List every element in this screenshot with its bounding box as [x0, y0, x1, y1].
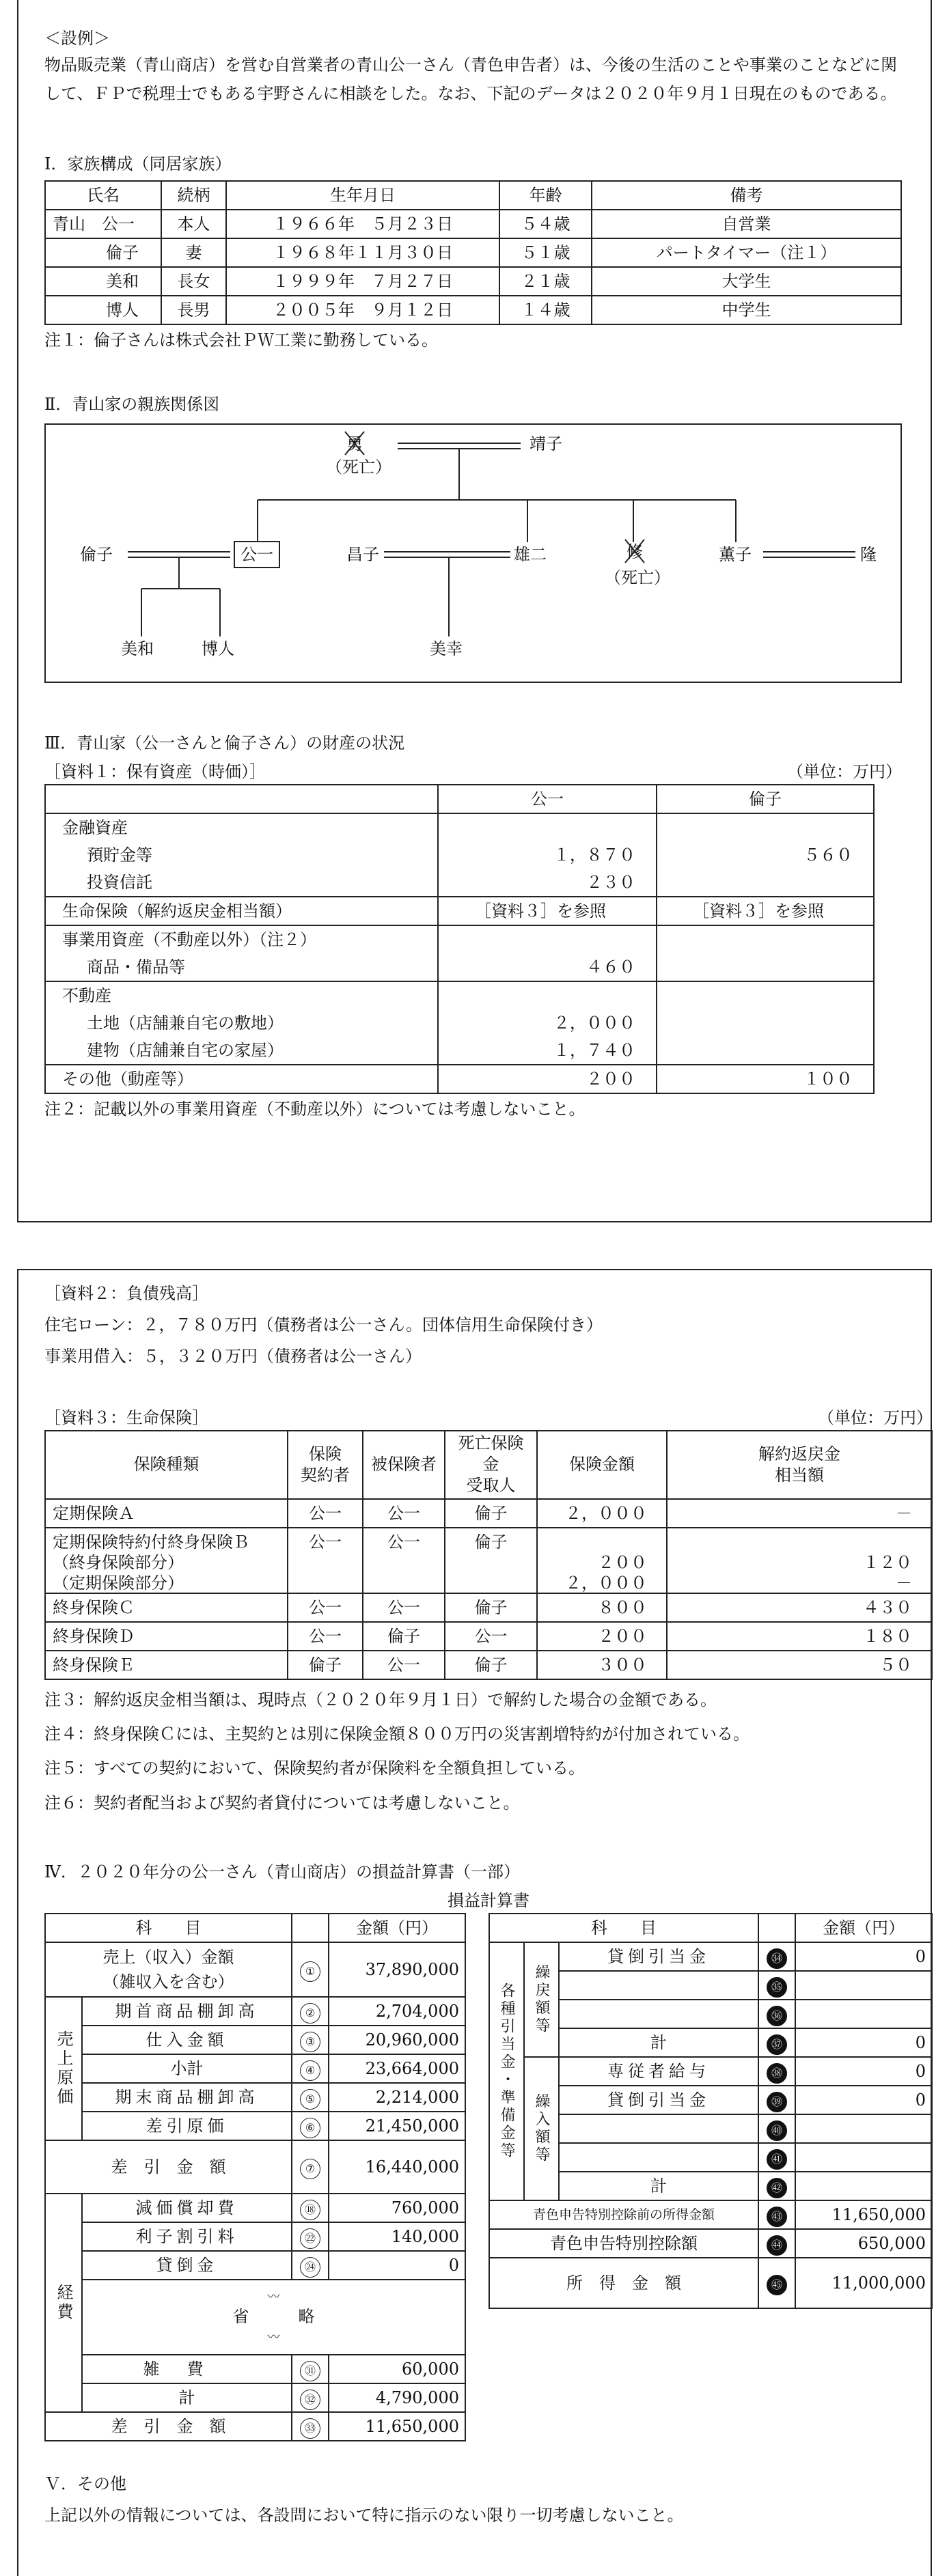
sales-label-2: （雑収入を含む）	[102, 1972, 234, 1992]
table-row	[45, 2054, 465, 2083]
cogs-amt: 21,450,000	[329, 2112, 465, 2140]
cogs-amt: 2,704,000	[329, 1997, 465, 2026]
mother-name: 靖子	[529, 434, 562, 453]
table-row	[45, 1037, 874, 1065]
asset-label: 預貯金等	[45, 841, 438, 869]
insurance-cell	[537, 1622, 667, 1651]
reserve-amt	[795, 2172, 932, 2200]
table-row	[45, 267, 901, 296]
insurance-col: 保険金額	[537, 1431, 667, 1499]
reserve-no: ㊱	[767, 2006, 787, 2026]
table-row	[45, 2222, 465, 2251]
table-row	[45, 841, 874, 869]
family-cell: 中学生	[592, 296, 901, 324]
family-heading: Ⅰ．家族構成（同居家族）	[44, 154, 232, 173]
family-note: 注１：倫子さんは株式会社ＰＷ工業に勤務している。	[44, 331, 438, 350]
reserve-label	[559, 2000, 758, 2028]
sibling-wife-name: 昌子	[346, 545, 379, 564]
insurance-line: （終身保険部分）	[53, 1552, 184, 1572]
reserve-label: 計	[559, 2172, 758, 2200]
pl-heading: Ⅳ．２０２０年分の公一さん（青山商店）の損益計算書（一部）	[44, 1862, 520, 1882]
asset-noriko	[657, 813, 874, 841]
nephew-name: 美幸	[430, 639, 463, 658]
family-cell: 自営業	[592, 210, 901, 238]
pl-left-col-amount: 金額（円）	[329, 1914, 465, 1942]
family-col-birthdate: 生年月日	[226, 181, 499, 210]
reserve-label	[559, 2114, 758, 2143]
intro-text: 物品販売業（青山商店）を営む自営業者の青山公一さん（青色申告者）は、今後の生活のことや事業のことなどに関して、ＦＰで税理士でもある宇野さんに相談をした。なお、下記のデータは２０２０年９月１日現在のものである。	[44, 55, 897, 103]
cogs-amt: 2,214,000	[329, 2083, 465, 2112]
asset-koichi: １，７４０	[438, 1037, 657, 1065]
insurance-cell	[45, 1528, 288, 1593]
insurance-cell	[667, 1622, 932, 1651]
asset-noriko	[657, 1009, 874, 1037]
cogs-amt: 23,664,000	[329, 2054, 465, 2083]
asset-noriko	[657, 869, 874, 897]
asset-label: 金融資産	[45, 813, 438, 841]
family-cell: 美和	[45, 267, 161, 296]
asset-noriko: ［資料３］を参照	[657, 897, 874, 925]
insurance-unit: （単位：万円）	[818, 1408, 933, 1427]
asset-label: 土地（店舗兼自宅の敷地）	[45, 1009, 438, 1037]
asset-koichi	[438, 925, 657, 953]
table-row	[45, 1622, 932, 1651]
sheet-2	[17, 1269, 932, 2576]
asset-koichi: ［資料３］を参照	[438, 897, 657, 925]
relations-lines	[46, 425, 903, 684]
insurance-note: 注４：終身保険Ｃには、主契約とは別に保険金額８００万円の災害割増特約が付加されている。	[44, 1724, 749, 1744]
insurance-cell: 倫子	[445, 1499, 537, 1528]
insurance-line: １２０	[863, 1552, 912, 1572]
assets-note: 注２：記載以外の事業用資産（不動産以外）については考慮しないこと。	[44, 1100, 586, 1119]
reserve-amt	[795, 1971, 932, 2000]
insurance-line: ５０	[879, 1655, 912, 1675]
insurance-line: ２００	[598, 1552, 647, 1572]
table-row	[45, 2083, 465, 2112]
reserve-amt: 0	[795, 2028, 932, 2057]
family-cell: 大学生	[592, 267, 901, 296]
cogs-label: 仕入金額	[82, 2026, 292, 2054]
table-row	[45, 2280, 465, 2355]
sister-name: 薫子	[719, 545, 752, 564]
relations-heading: Ⅱ．青山家の親族関係図	[44, 395, 220, 414]
insurance-line: ２，０００	[565, 1573, 647, 1593]
assets-unit: （単位：万円）	[787, 762, 902, 781]
family-cell: １９９９年 ７月２７日	[226, 267, 499, 296]
family-cell: １９６６年 ５月２３日	[226, 210, 499, 238]
reserve-amt	[795, 2114, 932, 2143]
family-cell: １４歳	[499, 296, 592, 324]
relations-diagram	[44, 423, 902, 683]
insurance-cell: 公一	[445, 1622, 537, 1651]
father-status: （死亡）	[326, 458, 391, 477]
other-text: 上記以外の情報については、各設問において特に指示のない限り一切考慮しないこと。	[44, 2506, 684, 2525]
table-row	[489, 2057, 932, 2086]
table-row	[45, 210, 901, 238]
intro-heading: ＜設例＞	[44, 29, 110, 48]
insurance-cell: 倫子	[288, 1651, 363, 1679]
asset-label: 建物（店舗兼自宅の家屋）	[45, 1037, 438, 1065]
pl-right-col-amount: 金額（円）	[795, 1914, 932, 1942]
insurance-cell	[667, 1651, 932, 1679]
exp-label: 利子割引料	[82, 2222, 292, 2251]
net-no: ㉝	[300, 2418, 320, 2439]
insurance-cell	[537, 1593, 667, 1622]
asset-koichi: ２３０	[438, 869, 657, 897]
father-name: 勇	[346, 434, 363, 453]
insurance-cell: 公一	[288, 1499, 363, 1528]
insurance-col: 被保険者	[363, 1431, 445, 1499]
other-heading: Ｖ．その他	[44, 2474, 126, 2494]
asset-koichi: ４６０	[438, 953, 657, 981]
family-cell: ２１歳	[499, 267, 592, 296]
table-row	[45, 1499, 932, 1528]
reserve-amt: 0	[795, 2057, 932, 2086]
exp-total-no: ㉜	[300, 2390, 320, 2410]
exp-amt: 140,000	[329, 2222, 465, 2251]
cogs-group-label: 売上原価	[45, 1997, 82, 2140]
reserve-label: 貸倒引当金	[559, 2086, 758, 2114]
asset-label: 商品・備品等	[45, 953, 438, 981]
asset-label: 事業用資産（不動産以外）（注２）	[45, 925, 438, 953]
asset-label: 不動産	[45, 981, 438, 1009]
insurance-cell: 公一	[363, 1651, 445, 1679]
omit-wave-icon: 〰	[267, 2290, 280, 2305]
pl-right-table	[489, 1913, 933, 2309]
insurance-line	[545, 1530, 647, 1550]
reserve-label	[559, 1971, 758, 2000]
reserve-amt	[795, 2143, 932, 2172]
reserve-label: 計	[559, 2028, 758, 2057]
pl-left-col-item: 科 目	[45, 1914, 292, 1942]
sales-label-1: 売上（収入）金額	[102, 1948, 234, 1968]
table-row	[45, 925, 874, 953]
insurance-col: 解約返戻金 相当額	[667, 1431, 932, 1499]
insurance-cell: 公一	[288, 1622, 363, 1651]
insurance-cell: 倫子	[445, 1651, 537, 1679]
debts-subheading: ［資料２：負債残高］	[44, 1284, 208, 1303]
insurance-line: 定期保険特約付終身保険Ｂ	[53, 1532, 249, 1552]
misc-no: ㉛	[300, 2361, 320, 2381]
table-row	[45, 953, 874, 981]
insurance-line: －	[896, 1573, 912, 1593]
cogs-no: ⑤	[300, 2089, 320, 2110]
deduct-no: ㊹	[767, 2235, 787, 2256]
insurance-note: 注３：解約返戻金相当額は、現時点（２０２０年９月１日）で解約した場合の金額である。	[44, 1690, 717, 1709]
family-cell: ５１歳	[499, 238, 592, 267]
asset-koichi	[438, 813, 657, 841]
table-row	[45, 869, 874, 897]
insurance-cell	[667, 1593, 932, 1622]
insurance-cell	[45, 1651, 288, 1679]
insurance-subheading: ［資料３：生命保険］	[44, 1408, 208, 1427]
reserve-amt: 0	[795, 1942, 932, 1971]
insurance-cell	[45, 1622, 288, 1651]
exp-label: 減価償却費	[82, 2194, 292, 2222]
exp-total-amt: 4,790,000	[329, 2383, 465, 2412]
asset-koichi: ２００	[438, 1065, 657, 1093]
gross-label: 差 引 金 額	[45, 2140, 292, 2194]
table-row	[489, 1942, 932, 1971]
table-row	[45, 2112, 465, 2140]
before-label: 青色申告特別控除前の所得金額	[489, 2200, 758, 2229]
debts-line2: 事業用借入：５，３２０万円（債務者は公一さん）	[44, 1347, 422, 1366]
insurance-line: １８０	[863, 1626, 912, 1646]
asset-label: 生命保険（解約返戻金相当額）	[45, 897, 438, 925]
table-row	[45, 296, 901, 324]
family-cell: 長女	[161, 267, 226, 296]
cogs-no: ③	[300, 2032, 320, 2052]
family-cell: 倫子	[45, 238, 161, 267]
gross-no: ⑦	[300, 2159, 320, 2179]
exp-total-label: 計	[82, 2383, 292, 2412]
reserve-no: ㊴	[767, 2092, 787, 2112]
exp-no: ㉔	[300, 2257, 320, 2278]
insurance-line: ２００	[598, 1626, 647, 1646]
exp-amt: 760,000	[329, 2194, 465, 2222]
pl-title: 損益計算書	[448, 1891, 529, 1911]
table-row	[45, 2194, 465, 2222]
insurance-col: 保険種類	[45, 1431, 288, 1499]
cogs-label: 期首商品棚卸高	[82, 1997, 292, 2026]
family-cell: 長男	[161, 296, 226, 324]
brother2-status: （死亡）	[605, 568, 670, 587]
reserve-no: ㊶	[767, 2149, 787, 2170]
family-cell: 博人	[45, 296, 161, 324]
table-row	[45, 1528, 932, 1593]
before-no: ㊸	[767, 2207, 787, 2227]
insurance-notes	[44, 1683, 905, 1821]
misc-amt: 60,000	[329, 2355, 465, 2383]
insurance-cell: 公一	[288, 1593, 363, 1622]
asset-noriko	[657, 925, 874, 953]
reserve-no: ㉟	[767, 1977, 787, 1998]
asset-koichi	[438, 981, 657, 1009]
insurance-note: 注６：契約者配当および契約者貸付については考慮しないこと。	[44, 1793, 520, 1812]
insurance-line: ８００	[598, 1597, 647, 1617]
cogs-no: ⑥	[300, 2118, 320, 2138]
family-col-relation: 続柄	[161, 181, 226, 210]
assets-subheading: ［資料１：保有資産（時価）］	[44, 762, 266, 781]
brother2-name: 修	[627, 542, 643, 561]
table-row	[45, 238, 901, 267]
insurance-cell	[667, 1499, 932, 1528]
insurance-cell: 公一	[363, 1593, 445, 1622]
table-row	[45, 813, 874, 841]
income-no: ㊺	[767, 2275, 787, 2295]
insurance-col: 保険 契約者	[288, 1431, 363, 1499]
cogs-no: ②	[300, 2003, 320, 2024]
net-amt: 11,650,000	[329, 2412, 465, 2441]
sheet-1	[17, 0, 932, 1222]
insurance-cell	[45, 1593, 288, 1622]
misc-label: 雑費	[82, 2355, 292, 2383]
table-row	[45, 1009, 874, 1037]
family-col-age: 年齢	[499, 181, 592, 210]
deduct-amt: 650,000	[795, 2229, 932, 2258]
asset-koichi: １，８７０	[438, 841, 657, 869]
exp-amt: 0	[329, 2251, 465, 2280]
reserve-amt: 0	[795, 2086, 932, 2114]
family-col-remarks: 備考	[592, 181, 901, 210]
insurance-line: 終身保険Ｅ	[53, 1655, 135, 1675]
insurance-cell: 公一	[363, 1528, 445, 1593]
wife-name: 倫子	[80, 545, 113, 564]
sales-amt: 37,890,000	[329, 1942, 465, 1997]
asset-koichi: ２，０００	[438, 1009, 657, 1037]
table-row	[45, 1997, 465, 2026]
son-name: 博人	[202, 639, 234, 658]
assets-body	[45, 813, 874, 1093]
table-row	[45, 1651, 932, 1679]
family-table	[44, 180, 902, 325]
before-amt: 11,650,000	[795, 2200, 932, 2229]
family-cell: ２００５年 ９月１２日	[226, 296, 499, 324]
asset-noriko	[657, 1037, 874, 1065]
assets-heading: Ⅲ．青山家（公一さんと倫子さん）の財産の状況	[44, 733, 405, 753]
income-label: 所 得 金 額	[489, 2258, 758, 2308]
reserve-label	[559, 2143, 758, 2172]
insurance-cell: 倫子	[363, 1622, 445, 1651]
reserve-sub-label: 繰戻額等	[524, 1942, 559, 2057]
insurance-line: －	[896, 1503, 912, 1523]
reserve-no: ㊲	[767, 2034, 787, 2055]
exp-no: ⑱	[300, 2200, 320, 2220]
asset-noriko: １００	[657, 1065, 874, 1093]
insurance-table	[44, 1430, 933, 1680]
family-cell: 本人	[161, 210, 226, 238]
insurance-note: 注５：すべての契約において、保険契約者が保険料を全額負担している。	[44, 1759, 586, 1778]
income-amt: 11,000,000	[795, 2258, 932, 2308]
table-row	[45, 2251, 465, 2280]
reserve-no: ㊳	[767, 2063, 787, 2084]
insurance-cell: 倫子	[445, 1528, 537, 1593]
insurance-cell	[667, 1528, 932, 1593]
family-cell: 青山 公一	[45, 210, 161, 238]
insurance-cell: 倫子	[445, 1593, 537, 1622]
table-row	[45, 2383, 465, 2412]
omit-label: 省 略	[232, 2307, 315, 2327]
exp-group-label: 経費	[45, 2194, 82, 2412]
cogs-no: ④	[300, 2060, 320, 2081]
net-label: 差 引 金 額	[45, 2412, 292, 2441]
deduct-label: 青色申告特別控除額	[489, 2229, 758, 2258]
self-name: 公一	[234, 541, 280, 568]
assets-col-item	[45, 785, 438, 813]
insurance-cell	[45, 1499, 288, 1528]
insurance-col: 死亡保険金 受取人	[445, 1431, 537, 1499]
reserve-amt	[795, 2000, 932, 2028]
reserve-label: 貸倒引当金	[559, 1942, 758, 1971]
reserve-label: 専従者給与	[559, 2057, 758, 2086]
omit-wave-icon: 〰	[267, 2329, 280, 2344]
table-row	[45, 897, 874, 925]
insurance-cell	[537, 1651, 667, 1679]
reserve-no: ㊷	[767, 2178, 787, 2198]
cogs-label: 差引原価	[82, 2112, 292, 2140]
asset-label: 投資信託	[45, 869, 438, 897]
insurance-line: 終身保険Ｄ	[53, 1626, 135, 1646]
table-row	[45, 981, 874, 1009]
family-cell: ５４歳	[499, 210, 592, 238]
cogs-amt: 20,960,000	[329, 2026, 465, 2054]
exp-no: ㉒	[300, 2228, 320, 2249]
sister-husband-name: 隆	[860, 545, 877, 564]
asset-noriko	[657, 953, 874, 981]
table-row	[45, 2026, 465, 2054]
asset-noriko	[657, 981, 874, 1009]
insurance-line: ３００	[598, 1655, 647, 1675]
assets-table	[44, 784, 875, 1094]
daughter-name: 美和	[121, 639, 154, 658]
insurance-cell	[537, 1528, 667, 1593]
table-row	[45, 2355, 465, 2383]
insurance-cell: 公一	[288, 1528, 363, 1593]
reserve-sub-label: 繰入額等	[524, 2057, 559, 2200]
gross-amt: 16,440,000	[329, 2140, 465, 2194]
cogs-label: 小計	[82, 2054, 292, 2083]
asset-label: その他（動産等）	[45, 1065, 438, 1093]
sales-no: ①	[300, 1961, 320, 1982]
assets-col-koichi: 公一	[438, 785, 657, 813]
family-cell: 妻	[161, 238, 226, 267]
brother-name: 雄二	[514, 545, 547, 564]
table-row	[45, 1065, 874, 1093]
reserve-no: ㉞	[767, 1948, 787, 1969]
family-cell: １９６８年１１月３０日	[226, 238, 499, 267]
insurance-cell: 公一	[363, 1499, 445, 1528]
insurance-line	[674, 1530, 912, 1550]
insurance-line: ２，０００	[565, 1503, 647, 1523]
insurance-line: 終身保険Ｃ	[53, 1597, 135, 1617]
table-row	[45, 1593, 932, 1622]
assets-col-noriko: 倫子	[657, 785, 874, 813]
insurance-cell	[537, 1499, 667, 1528]
family-cell: パートタイマー（注１）	[592, 238, 901, 267]
reserve-no: ㊵	[767, 2120, 787, 2141]
debts-line1: 住宅ローン：２，７８０万円（債務者は公一さん。団体信用生命保険付き）	[44, 1315, 603, 1334]
exp-label: 貸倒金	[82, 2251, 292, 2280]
pl-right-col-item: 科 目	[489, 1914, 758, 1942]
reserve-group-label: 各種引当金・準備金等	[489, 1942, 524, 2200]
family-col-name: 氏名	[45, 181, 161, 210]
cogs-label: 期末商品棚卸高	[82, 2083, 292, 2112]
asset-noriko: ５６０	[657, 841, 874, 869]
insurance-line: 定期保険Ａ	[53, 1503, 135, 1523]
pl-left-table	[44, 1913, 466, 2441]
insurance-line: （定期保険部分）	[53, 1573, 184, 1593]
insurance-line: ４３０	[863, 1597, 912, 1617]
